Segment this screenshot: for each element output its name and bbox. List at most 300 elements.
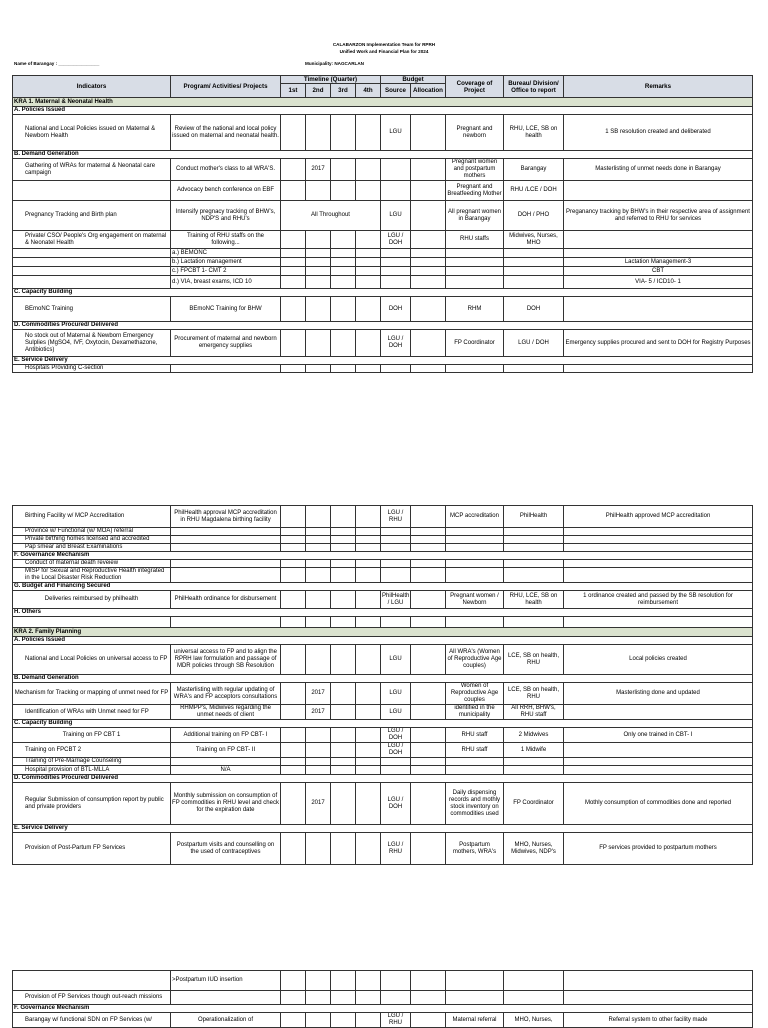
table-row [13,181,753,201]
work-plan-table-page2 [12,505,753,865]
remarks-cell: PhilHealth approved MCP accreditation [564,506,753,528]
section-heading: E. Service Delivery [13,357,753,365]
coverage-cell: Pregnant women and postpartum mothers [446,159,504,181]
q4-cell [356,115,381,151]
q3-cell [331,705,356,720]
section-heading: G. Budget and Financing Secured [13,583,753,591]
coverage-cell: FP Coordinator [446,330,504,357]
q2-cell [306,276,331,289]
q1-cell [281,297,306,322]
section-heading: B. Demand Generation [13,151,753,159]
table-row [13,151,753,159]
q2-cell [306,568,331,583]
source-cell [381,617,411,628]
allocation-cell [411,249,446,258]
q1-cell [281,705,306,720]
q4-cell [356,506,381,528]
office-cell: Midwives, Nurses, MHO [504,231,564,249]
table-row [13,583,753,591]
q4-cell [356,783,381,825]
remarks-cell: Mothly consumption of commodities done and reported [564,783,753,825]
office-cell: RHU /LCE / DOH [504,181,564,201]
remarks-cell [564,231,753,249]
table-row [13,249,753,258]
office-cell: LCE, SB on health, RHU [504,645,564,675]
q3-cell [331,833,356,865]
indicator-cell: Pregnancy Tracking and Birth plan [13,201,171,231]
table-row [13,628,753,637]
report-title-line2: Unified Work and Financial Plan for 2024 [339,49,429,54]
table-row [13,833,753,865]
q3-cell [331,783,356,825]
q1-cell [281,544,306,552]
source-cell [381,544,411,552]
indicator-cell: Training on FPCBT 2 [13,743,171,758]
q4-cell [356,705,381,720]
source-cell: LGU / RHU [381,1013,411,1028]
office-cell [504,249,564,258]
coverage-cell [446,991,504,1005]
program-cell: BEmoNC Training for BHW [171,297,281,322]
remarks-cell [564,297,753,322]
program-cell [171,991,281,1005]
q3-cell [331,297,356,322]
program-cell: Additional training on FP CBT- I [171,728,281,743]
q1-cell [281,783,306,825]
coverage-cell: Pregnant and newborn [446,115,504,151]
q1-cell [281,743,306,758]
coverage-cell [446,258,504,267]
q1-cell [281,159,306,181]
indicator-cell: Training on FP CBT 1 [13,728,171,743]
q3-cell [331,971,356,991]
q3-cell [331,728,356,743]
remarks-cell: Local policies created [564,645,753,675]
q2-cell [306,181,331,201]
remarks-cell [564,766,753,775]
q1-cell [281,528,306,536]
office-cell: RHU, LCE, SB on health [504,115,564,151]
q2-cell: 2017 [306,783,331,825]
allocation-cell [411,181,446,201]
q2-cell [306,766,331,775]
coverage-cell: RHM [446,297,504,322]
allocation-cell [411,231,446,249]
q1-cell [281,365,306,373]
coverage-cell: Postpartum mothers, WRA's [446,833,504,865]
remarks-cell [564,568,753,583]
q3-cell [331,617,356,628]
table-row [13,991,753,1005]
program-cell: N/A [171,766,281,775]
col-program: Program/ Activities/ Projects [171,76,281,98]
col-office: Bureau/ Division/ Office to report [504,76,564,98]
source-cell: LGU / RHU [381,833,411,865]
q2-cell [306,115,331,151]
remarks-cell: Masterlisting of unmet needs done in Barangay [564,159,753,181]
q3-cell [331,506,356,528]
remarks-cell: 1 SB resolution created and deliberated [564,115,753,151]
q4-cell [356,591,381,609]
remarks-cell: Masterlisting done and updated [564,683,753,705]
q2-cell: 2017 [306,159,331,181]
q4-cell [356,568,381,583]
section-heading: D. Commodities Procured/ Delivered [13,775,753,783]
allocation-cell [411,159,446,181]
q1-cell [281,276,306,289]
q4-cell [356,645,381,675]
office-cell: PhilHealth [504,506,564,528]
q2-cell [306,231,331,249]
coverage-cell: MCP accreditation [446,506,504,528]
allocation-cell [411,330,446,357]
q1-cell [281,833,306,865]
q3-cell [331,683,356,705]
allocation-cell [411,297,446,322]
office-cell [504,560,564,568]
q1-cell [281,181,306,201]
allocation-cell [411,1013,446,1028]
indicator-cell: Deliveries reimbursed by philhealth [13,591,171,609]
coverage-cell [446,365,504,373]
program-cell: Training of RHU staffs on the following... [171,231,281,249]
allocation-cell [411,276,446,289]
source-cell [381,536,411,544]
q1-cell [281,991,306,1005]
office-cell [504,766,564,775]
coverage-cell: Daily dispensing records and mothly stock inventory on commodities used [446,783,504,825]
q2-cell [306,758,331,766]
remarks-cell [564,758,753,766]
office-cell: 2 Midwives [504,728,564,743]
indicator-cell: Conduct of maternal death reveiew [13,560,171,568]
remarks-cell [564,560,753,568]
table-row [13,365,753,373]
remarks-cell [564,528,753,536]
coverage-cell: RHU staffs [446,231,504,249]
table-row [13,705,753,720]
allocation-cell [411,591,446,609]
section-heading: B. Demand Generation [13,675,753,683]
q3-cell [331,560,356,568]
program-cell [171,568,281,583]
table-row [13,645,753,675]
program-cell [171,758,281,766]
source-cell: LGU [381,683,411,705]
q4-cell [356,758,381,766]
col-allocation: Allocation [411,84,446,98]
remarks-cell: 1 ordinance created and passed by the SB resolution for reimbursement [564,591,753,609]
source-cell [381,258,411,267]
section-heading: C. Capacity Building [13,720,753,728]
q3-cell [331,1013,356,1028]
remarks-cell: FP services provided to postpartum mothers [564,833,753,865]
source-cell: LGU / DOH [381,728,411,743]
office-cell: LGU / DOH [504,330,564,357]
q4-cell [356,766,381,775]
source-cell [381,365,411,373]
office-cell: RHU, LCE, SB on health [504,591,564,609]
coverage-cell [446,536,504,544]
section-heading: F. Governance Mechanism [13,552,753,560]
source-cell: LGU / DOH [381,231,411,249]
office-cell [504,971,564,991]
table-row [13,98,753,107]
indicator-cell [13,249,171,258]
q1-cell [281,971,306,991]
table-row [13,528,753,536]
table-row [13,1005,753,1013]
program-cell: PhilHealth approval MCP accreditation in RHU Magdalena birthing facility [171,506,281,528]
table-row [13,258,753,267]
q2-cell [306,591,331,609]
indicator-cell [13,276,171,289]
col-q4: 4th [356,84,381,98]
table-row [13,683,753,705]
source-cell [381,766,411,775]
col-q2: 2nd [306,84,331,98]
q2-cell: 2017 [306,705,331,720]
allocation-cell [411,617,446,628]
office-cell: Barangay [504,159,564,181]
q2-cell [306,617,331,628]
source-cell: LGU [381,705,411,720]
program-cell: Advocacy bench conference on EBF [171,181,281,201]
q2-cell [306,991,331,1005]
table-row [13,536,753,544]
indicator-cell: Hospital provision of BTL-MLLA [13,766,171,775]
q1-cell [281,766,306,775]
q4-cell [356,971,381,991]
coverage-cell: Pregnant women / Newborn [446,591,504,609]
remarks-cell [564,249,753,258]
remarks-cell [564,536,753,544]
table-row [13,617,753,628]
source-cell: LGU / RHU [381,506,411,528]
allocation-cell [411,645,446,675]
table-row [13,115,753,151]
source-cell [381,249,411,258]
table-row [13,560,753,568]
coverage-cell [446,617,504,628]
program-cell: Masterlisting with regular updating of WRA's and FP acceptors consultations [171,683,281,705]
q3-cell [331,231,356,249]
table-row [13,322,753,330]
table-row [13,720,753,728]
indicator-cell [13,267,171,276]
program-cell [171,544,281,552]
source-cell: PhilHealth / LGU [381,591,411,609]
allocation-cell [411,560,446,568]
office-cell [504,267,564,276]
q4-cell [356,267,381,276]
q2-cell [306,743,331,758]
table-row [13,775,753,783]
q3-cell [331,645,356,675]
table-row [13,766,753,775]
q1-cell [281,1013,306,1028]
q2-cell: 2017 [306,683,331,705]
table-row [13,783,753,825]
work-plan-table-page3 [12,970,753,1028]
q2-cell [306,560,331,568]
table-row [13,637,753,645]
q2-cell [306,645,331,675]
table-row [13,276,753,289]
table-row [13,568,753,583]
q3-cell [331,758,356,766]
indicator-cell: Barangay w/ functional SDN on FP Services (w/ [13,1013,171,1028]
office-cell: DOH / PHO [504,201,564,231]
program-cell: Procurement of maternal and newborn emergency supplies [171,330,281,357]
indicator-cell: Private birthing homes licensed and accredited [13,536,171,544]
col-remarks: Remarks [564,76,753,98]
table-row [13,758,753,766]
program-cell: universal access to FP and to align the RPRH law formulation and passage of MDR policies through SB Resolution [171,645,281,675]
indicator-cell [13,181,171,201]
indicator-cell: Regular Submission of consumption report by public and private providers [13,783,171,825]
coverage-cell [446,544,504,552]
indicator-cell: Gathering of WRAs for maternal & Neonatal care campaign [13,159,171,181]
source-cell [381,528,411,536]
indicator-cell: MISP for Sexual and Reproductive Health integrated in the Local Disaster Risk Reduction [13,568,171,583]
office-cell: LCE, SB on health, RHU [504,683,564,705]
col-source: Source [381,84,411,98]
indicator-cell: National and Local Policies on universal access to FP [13,645,171,675]
source-cell: LGU / DOH [381,330,411,357]
allocation-cell [411,267,446,276]
q1-cell [281,506,306,528]
allocation-cell [411,683,446,705]
q4-cell [356,683,381,705]
indicator-cell: Provision of FP Services though out-reach missions [13,991,171,1005]
q3-cell [331,766,356,775]
remarks-cell [564,743,753,758]
coverage-cell [446,276,504,289]
table-row [13,591,753,609]
allocation-cell [411,115,446,151]
allocation-cell [411,728,446,743]
coverage-cell: All pregnant women in Barangay [446,201,504,231]
q3-cell [331,115,356,151]
q4-cell [356,544,381,552]
work-plan-table-page1 [12,75,753,373]
coverage-cell [446,249,504,258]
q4-cell [356,833,381,865]
office-cell: MHO, Nurses, [504,1013,564,1028]
allocation-cell [411,758,446,766]
office-cell: 1 Midwife [504,743,564,758]
office-cell [504,568,564,583]
allocation-cell [411,568,446,583]
q2-cell [306,506,331,528]
office-cell [504,258,564,267]
q2-cell [306,330,331,357]
q1-cell [281,231,306,249]
coverage-cell [446,971,504,991]
table-row [13,231,753,249]
remarks-cell: Only one trained in CBT- I [564,728,753,743]
indicator-cell: Mechanism for Tracking or mapping of unmet need for FP [13,683,171,705]
col-budget: Budget [381,76,446,84]
indicator-cell: Pap smear and Breast Examinations [13,544,171,552]
municipality-label: Municipality: NAGCARLAN [305,61,364,66]
table-row [13,971,753,991]
indicator-cell [13,971,171,991]
table-row [13,506,753,528]
q1-cell [281,683,306,705]
table-row [13,159,753,181]
program-cell: Postpartum visits and counselling on the used of contraceptives [171,833,281,865]
col-q1: 1st [281,84,306,98]
allocation-cell [411,536,446,544]
table-row [13,544,753,552]
source-cell [381,971,411,991]
q1-cell [281,591,306,609]
program-cell: PhilHealth ordinance for disbursement [171,591,281,609]
office-cell [504,544,564,552]
table-row [13,552,753,560]
office-cell: FP Coordinator [504,783,564,825]
q3-cell [331,528,356,536]
table-row [13,357,753,365]
q4-cell [356,297,381,322]
q3-cell [331,536,356,544]
q4-cell [356,560,381,568]
q3-cell [331,330,356,357]
remarks-cell [564,971,753,991]
col-timeline: Timeline (Quarter) [281,76,381,84]
coverage-cell: RHU staff [446,743,504,758]
q4-cell [356,528,381,536]
allocation-cell [411,365,446,373]
q4-cell [356,258,381,267]
program-cell: d.) VIA, breast exams, ICD 10 [171,276,281,289]
q1-cell [281,267,306,276]
q1-cell [281,560,306,568]
program-cell [171,560,281,568]
office-cell [504,758,564,766]
indicator-cell [13,258,171,267]
indicator-cell: Private/ CSO/ People's Org engagement on maternal & Neonatel Health [13,231,171,249]
section-heading: A. Policies Issued [13,637,753,645]
program-cell [171,617,281,628]
remarks-cell: Lactation Management-3 [564,258,753,267]
remarks-cell [564,991,753,1005]
office-cell: All RRH, BHW's, RHU staff [504,705,564,720]
remarks-cell: Preganancy tracking by BHW's in their respective area of assignment and referred to RHU for services [564,201,753,231]
q2-cell: All Throughout [281,201,381,231]
office-cell [504,528,564,536]
q2-cell [306,249,331,258]
program-cell: Intensify pregnacy tracking of BHW's, NDP'S and RHU's [171,201,281,231]
indicator-cell: Provision of Post-Partum FP Services [13,833,171,865]
q3-cell [331,365,356,373]
remarks-cell: CBT [564,267,753,276]
q4-cell [356,249,381,258]
barangay-label: Name of Barangay : ________________ [14,61,100,66]
q4-cell [356,365,381,373]
source-cell: DOH [381,297,411,322]
remarks-cell [564,544,753,552]
table-row [13,289,753,297]
source-cell: LGU [381,645,411,675]
indicator-cell: Hospitals Providing C-section [13,365,171,373]
source-cell [381,991,411,1005]
q2-cell [306,258,331,267]
office-cell [504,536,564,544]
coverage-cell: Women of Reproductive Age couples [446,683,504,705]
